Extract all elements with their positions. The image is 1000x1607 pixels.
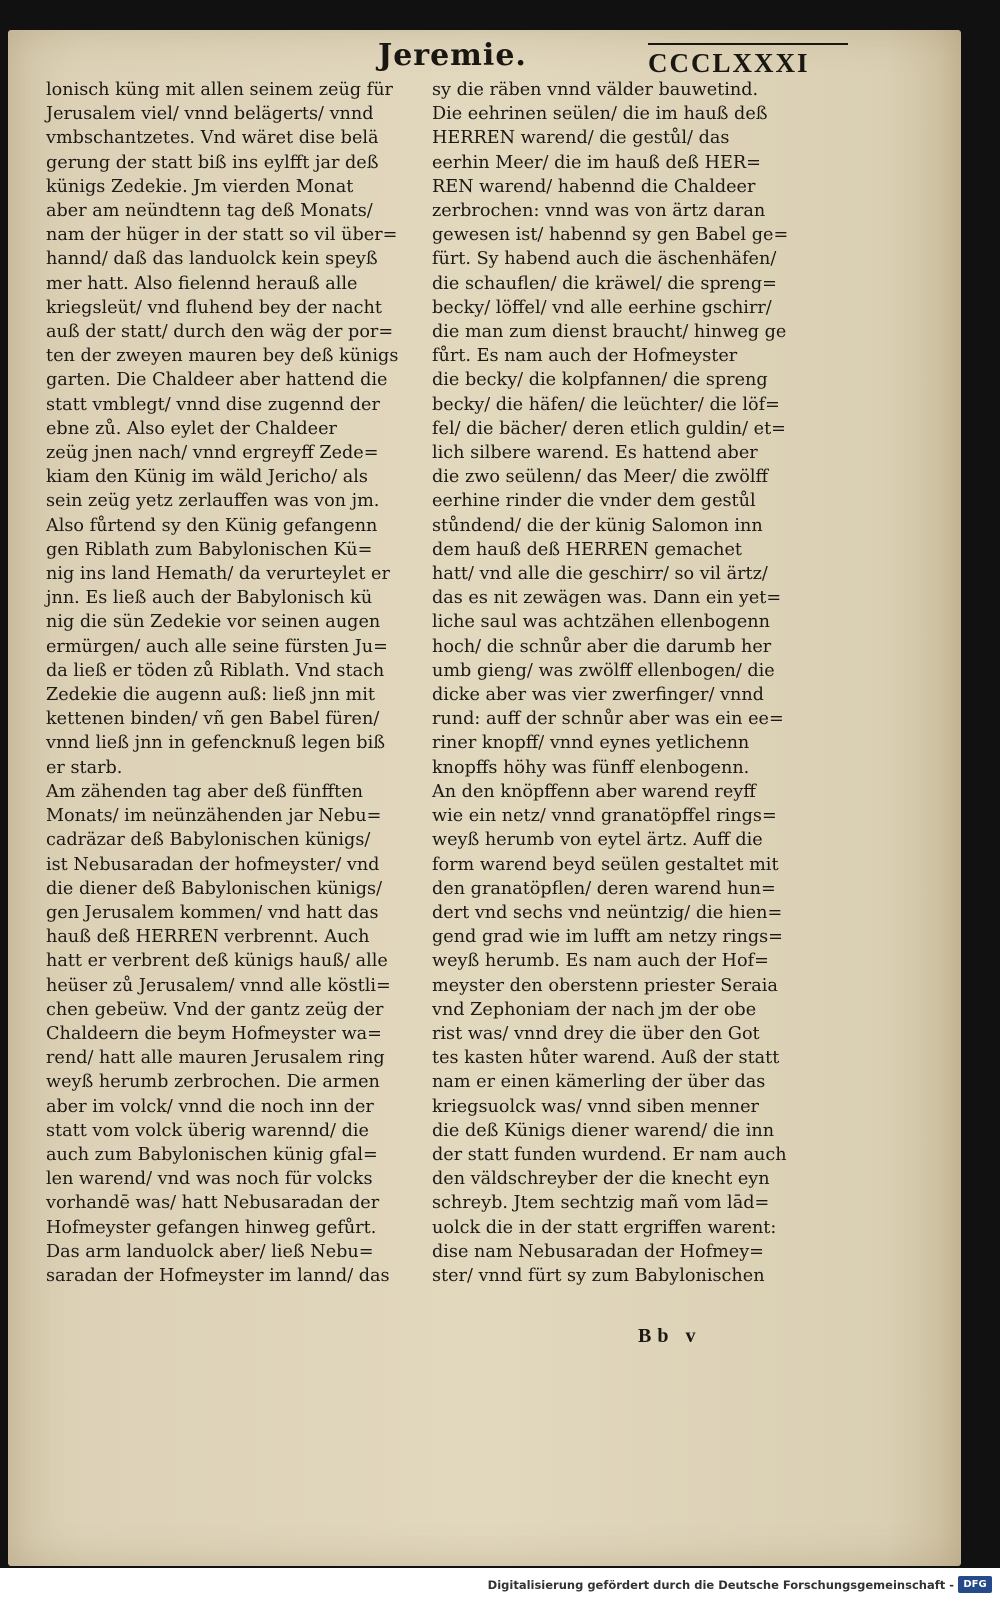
text-line: tes kasten hůter warend. Auß der statt (432, 1047, 780, 1069)
text-line: auß der statt/ durch den wäg der por= (46, 321, 394, 343)
text-line: vnnd ließ jnn in gefencknuß legen biß (46, 732, 386, 754)
text-line: Die eehrinen seülen/ die im hauß deß (432, 103, 768, 125)
text-line: sy die räben vnnd välder bauwetind. (432, 79, 759, 100)
text-line: hannd/ daß das landuolck kein speyß (46, 248, 378, 270)
text-line: hoch/ die schnůr aber die darumb her (432, 635, 772, 657)
text-line: REN warend/ habennd die Chaldeer (432, 175, 756, 197)
text-line: Zedekie die augenn auß: ließ jnn mit (46, 684, 375, 706)
text-line: stůndend/ die der künig Salomon inn (432, 514, 763, 536)
text-line: Hofmeyster gefangen hinweg gefůrt. (46, 1216, 377, 1238)
text-line: er starb. (46, 756, 123, 778)
text-line: zerbrochen: vnnd was von ärtz daran (432, 200, 766, 222)
text-line: riner knopff/ vnnd eynes yetlichenn (432, 732, 750, 754)
text-line: wie ein netz/ vnnd granatöpffel rings= (432, 805, 777, 827)
text-line: becky/ löffel/ vnd alle eerhine gschirr/ (432, 296, 772, 318)
text-line: weyß herumb von eytel ärtz. Auff die (432, 829, 763, 851)
text-line: aber am neündtenn tag deß Monats/ (46, 200, 373, 222)
text-line: gen Riblath zum Babylonischen Kü= (46, 538, 373, 560)
text-line: ten der zweyen mauren bey deß künigs (46, 345, 399, 367)
text-line: dicke aber was vier zwerfinger/ vnnd (432, 684, 764, 706)
text-line: die becky/ die kolpfannen/ die spreng (432, 369, 768, 391)
text-line: meyster den oberstenn priester Seraia (432, 974, 778, 996)
text-line: dem hauß deß HERREN gemachet (432, 538, 742, 560)
text-line: die diener deß Babylonischen künigs/ (46, 877, 383, 899)
text-line: ist Nebusaradan der hofmeyster/ vnd (46, 853, 380, 875)
text-line: kettenen binden/ vñ gen Babel füren/ (46, 708, 380, 730)
footer-bar (0, 1568, 1000, 1607)
text-line: heüser zů Jerusalem/ vnnd alle köstli= (46, 974, 391, 996)
text-column-right (432, 78, 812, 1288)
book-page (8, 30, 961, 1566)
signature-mark: Bb v (638, 1325, 702, 1347)
text-line: lich silbere warend. Es hattend aber (432, 442, 758, 464)
text-line: gerung der statt biß ins eylfft jar deß (46, 151, 379, 173)
text-line: statt vom volck überig warennd/ die (46, 1119, 369, 1141)
text-line: chen gebeüw. Vnd der gantz zeüg der (46, 998, 384, 1020)
text-line: nig die sün Zedekie vor seinen augen (46, 611, 381, 633)
text-line: kriegsleüt/ vnd fluhend bey der nacht (46, 296, 382, 318)
text-line: vmbschantzetes. Vnd wäret dise belä (46, 127, 379, 149)
text-line: garten. Die Chaldeer aber hattend die (46, 369, 388, 391)
text-line: ebne zů. Also eylet der Chaldeer (46, 417, 337, 439)
text-line: gen Jerusalem kommen/ vnd hatt das (46, 901, 379, 923)
text-line: fůrt. Es nam auch der Hofmeyster (432, 345, 738, 367)
text-line: die man zum dienst braucht/ hinweg ge (432, 321, 787, 343)
text-line: eerhine rinder die vnder dem gestůl (432, 490, 756, 512)
text-line: form warend beyd seülen gestaltet mit (432, 853, 779, 875)
text-line: weyß herumb zerbrochen. Die armen (46, 1071, 380, 1093)
text-line: weyß herumb. Es nam auch der Hof= (432, 950, 769, 972)
text-line: kriegsuolck was/ vnnd siben menner (432, 1095, 759, 1117)
text-line: Das arm landuolck aber/ ließ Nebu= (46, 1240, 374, 1262)
text-line: gend grad wie im lufft am netzy rings= (432, 926, 783, 948)
text-line: saradan der Hofmeyster im lannd/ das (46, 1264, 390, 1286)
text-line: nig ins land Hemath/ da verurteylet er (46, 563, 390, 585)
text-line: dise nam Nebusaradan der Hofmey= (432, 1240, 764, 1262)
text-line: nam der hüger in der statt so vil über= (46, 224, 398, 246)
text-line: becky/ die häfen/ die leüchter/ die löf= (432, 393, 780, 415)
text-line: Chaldeern die beym Hofmeyster wa= (46, 1022, 382, 1044)
text-line: liche saul was achtzähen ellenbogenn (432, 611, 770, 633)
text-line: die deß Künigs diener warend/ die inn (432, 1119, 775, 1141)
text-line: knopffs höhy was fünff elenbogenn. (432, 756, 750, 778)
text-line: der statt funden wurdend. Er nam auch (432, 1143, 787, 1165)
text-line: die schauflen/ die kräwel/ die spreng= (432, 272, 777, 294)
text-line: len warend/ vnd was noch für volcks (46, 1168, 373, 1190)
text-line: eerhin Meer/ die im hauß deß HER= (432, 151, 761, 173)
text-line: fürt. Sy habend auch die äschenhäfen/ (432, 248, 777, 270)
text-line: statt vmblegt/ vnnd dise zugennd der (46, 393, 380, 415)
text-line: hauß deß HERREN verbrennt. Auch (46, 926, 370, 948)
text-line: Am zähenden tag aber deß fünfften (46, 780, 364, 802)
text-line: lonisch küng mit allen seinem zeüg für (46, 79, 393, 100)
text-line: Jerusalem viel/ vnnd belägerts/ vnnd (46, 103, 374, 125)
text-line: dert vnd sechs vnd neüntzig/ die hien= (432, 901, 783, 923)
text-line: uolck die in der statt ergriffen warent: (432, 1216, 777, 1238)
text-line: das es nit zewägen was. Dann ein yet= (432, 587, 782, 609)
text-line: umb gieng/ was zwölff ellenbogen/ die (432, 659, 775, 681)
text-line: sein zeüg yetz zerlauffen was von jm. (46, 490, 380, 512)
text-line: ermürgen/ auch alle seine fürsten Ju= (46, 635, 388, 657)
text-line: den väldschreyber der die knecht eyn (432, 1168, 770, 1190)
text-line: vorhandē was/ hatt Nebusaradan der (46, 1192, 380, 1214)
text-line: HERREN warend/ die gestůl/ das (432, 127, 730, 149)
text-line: ster/ vnnd fürt sy zum Babylonischen (432, 1264, 765, 1286)
text-line: jnn. Es ließ auch der Babylonisch kü (46, 587, 373, 609)
text-line: rend/ hatt alle mauren Jerusalem ring (46, 1047, 385, 1069)
text-line: nam er einen kämerling der über das (432, 1071, 766, 1093)
text-column-left (46, 78, 426, 1288)
text-line: schreyb. Jtem sechtzig mañ vom lād= (432, 1192, 770, 1214)
text-line: auch zum Babylonischen künig gfal= (46, 1143, 378, 1165)
text-line: Monats/ im neünzähenden jar Nebu= (46, 805, 382, 827)
text-line: zeüg jnen nach/ vnnd ergreyff Zede= (46, 442, 379, 464)
text-line: kiam den Künig im wäld Jericho/ als (46, 466, 368, 488)
folio-number: CCCLXXXI (648, 48, 810, 78)
text-line: vnd Zephoniam der nach jm der obe (432, 998, 757, 1020)
text-line: hatt/ vnd alle die geschirr/ so vil ärtz/ (432, 563, 768, 585)
text-line: rist was/ vnnd drey die über den Got (432, 1022, 760, 1044)
text-line: mer hatt. Also fielennd herauß alle (46, 272, 358, 294)
text-line: den granatöpflen/ deren warend hun= (432, 877, 776, 899)
text-line: An den knöpffenn aber warend reyff (432, 780, 756, 802)
text-line: da ließ er töden zů Riblath. Vnd stach (46, 659, 385, 681)
text-line: fel/ die bächer/ deren etlich guldin/ et= (432, 417, 786, 439)
text-line: die zwo seülenn/ das Meer/ die zwölff (432, 466, 769, 488)
text-line: rund: auff der schnůr aber was ein ee= (432, 708, 784, 730)
text-line: künigs Zedekie. Jm vierden Monat (46, 175, 354, 197)
running-title: Jeremie. (378, 38, 527, 73)
text-line: gewesen ist/ habennd sy gen Babel ge= (432, 224, 789, 246)
text-line: hatt er verbrent deß künigs hauß/ alle (46, 950, 388, 972)
text-line: cadräzar deß Babylonischen künigs/ (46, 829, 371, 851)
digitization-credit: Digitalisierung gefördert durch die Deutsche Forschungsgemeinschaft - (487, 1578, 954, 1592)
text-line: aber im volck/ vnnd die noch inn der (46, 1095, 374, 1117)
text-line: Also fůrtend sy den Künig gefangenn (46, 514, 378, 536)
dfg-logo-icon: DFG (958, 1576, 992, 1593)
